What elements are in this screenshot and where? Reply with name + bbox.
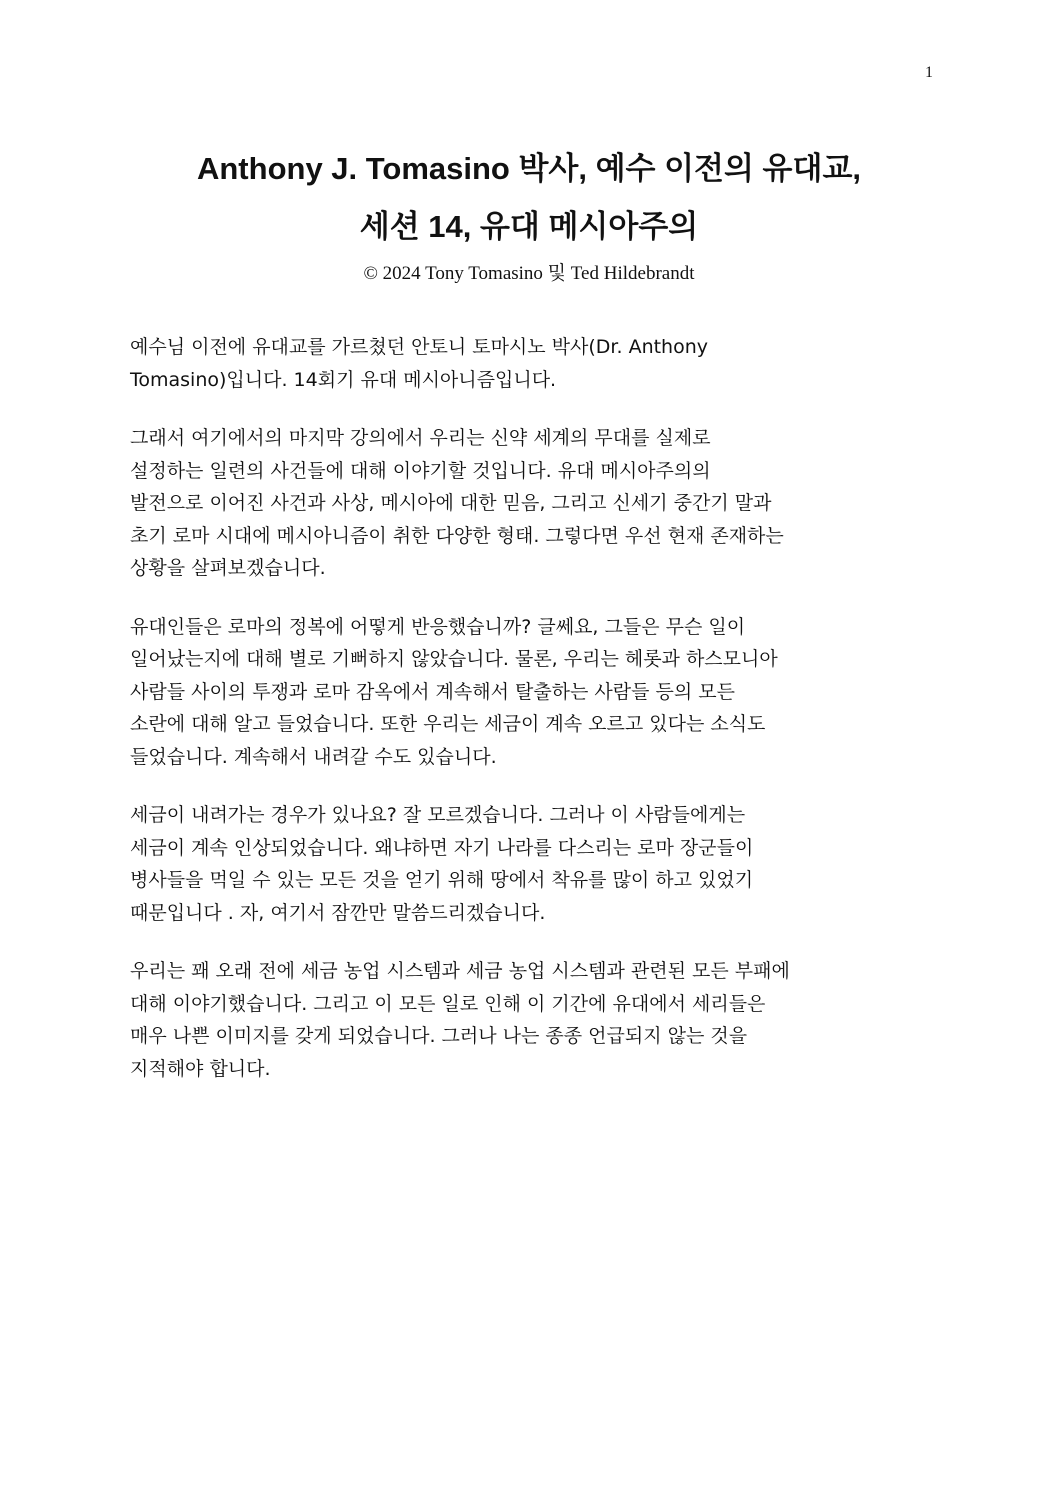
paragraph-line: 대해 이야기했습니다. 그리고 이 모든 일로 인해 이 기간에 유대에서 세리들은 <box>130 992 766 1015</box>
paragraph-line: 발전으로 이어진 사건과 사상, 메시아에 대한 믿음, 그리고 신세기 중간기 말과 <box>130 492 772 514</box>
paragraph-line: 들었습니다. 계속해서 내려갈 수도 있습니다. <box>130 745 497 768</box>
paragraph-line: 소란에 대해 알고 들었습니다. 또한 우리는 세금이 계속 오르고 있다는 소식도 <box>130 713 766 735</box>
paragraph-line: 세금이 계속 인상되었습니다. 왜냐하면 자기 나라를 다스리는 로마 장군들이 <box>130 836 754 859</box>
paragraph-line: 초기 로마 시대에 메시아니즘이 취한 다양한 형태. 그렇다면 우선 현재 존재하는 <box>130 524 784 547</box>
paragraph-line: 매우 나쁜 이미지를 갖게 되었습니다. 그러나 나는 종종 언급되지 않는 것을 <box>130 1025 748 1047</box>
document-title-line-2: 세션 14, 유대 메시아주의 <box>359 209 699 244</box>
paragraph-line: 일어났는지에 대해 별로 기뻐하지 않았습니다. 물론, 우리는 헤롯과 하스모니아 <box>130 648 778 670</box>
paragraph-line: 사람들 사이의 투쟁과 로마 감옥에서 계속해서 탈출하는 사람들 등의 모든 <box>130 680 735 703</box>
document-title-line-1: Anthony J. Tomasino 박사, 예수 이전의 유대교, <box>196 151 861 186</box>
paragraph-line: 때문입니다 . 자, 여기서 잠깐만 말씀드리겠습니다. <box>130 901 546 924</box>
paragraph-line: 예수님 이전에 유대교를 가르쳤던 안토니 토마시노 박사(Dr. Anthony <box>130 336 709 358</box>
body-text <box>130 331 942 1111</box>
paragraph-5 <box>130 955 942 1085</box>
paragraph-line: 설정하는 일련의 사건들에 대해 이야기할 것입니다. 유대 메시아주의의 <box>130 459 711 482</box>
paragraph-line: 지적해야 합니다. <box>130 1057 271 1080</box>
paragraph-4 <box>130 799 942 929</box>
title-block <box>100 140 958 288</box>
paragraph-1 <box>130 331 942 396</box>
paragraph-2 <box>130 422 942 585</box>
paragraph-line: Tomasino)입니다. 14회기 유대 메시아니즘입니다. <box>130 368 557 391</box>
paragraph-line: 병사들을 먹일 수 있는 모든 것을 얻기 위해 땅에서 착유를 많이 하고 있었기 <box>130 869 754 891</box>
paragraph-line: 우리는 꽤 오래 전에 세금 농업 시스템과 세금 농업 시스템과 관련된 모든 부패에 <box>130 960 790 982</box>
paragraph-line: 유대인들은 로마의 정복에 어떻게 반응했습니까? 글쎄요, 그들은 무슨 일이 <box>130 615 746 638</box>
page-number: 1 <box>925 64 933 81</box>
paragraph-3 <box>130 611 942 774</box>
paragraph-line: 세금이 내려가는 경우가 있나요? 잘 모르겠습니다. 그러나 이 사람들에게는 <box>130 804 746 826</box>
copyright-notice: © 2024 Tony Tomasino 및 Ted Hildebrandt <box>363 263 695 284</box>
paragraph-line: 그래서 여기에서의 마지막 강의에서 우리는 신약 세계의 무대를 실제로 <box>130 427 711 449</box>
paragraph-line: 상황을 살펴보겠습니다. <box>130 557 326 579</box>
